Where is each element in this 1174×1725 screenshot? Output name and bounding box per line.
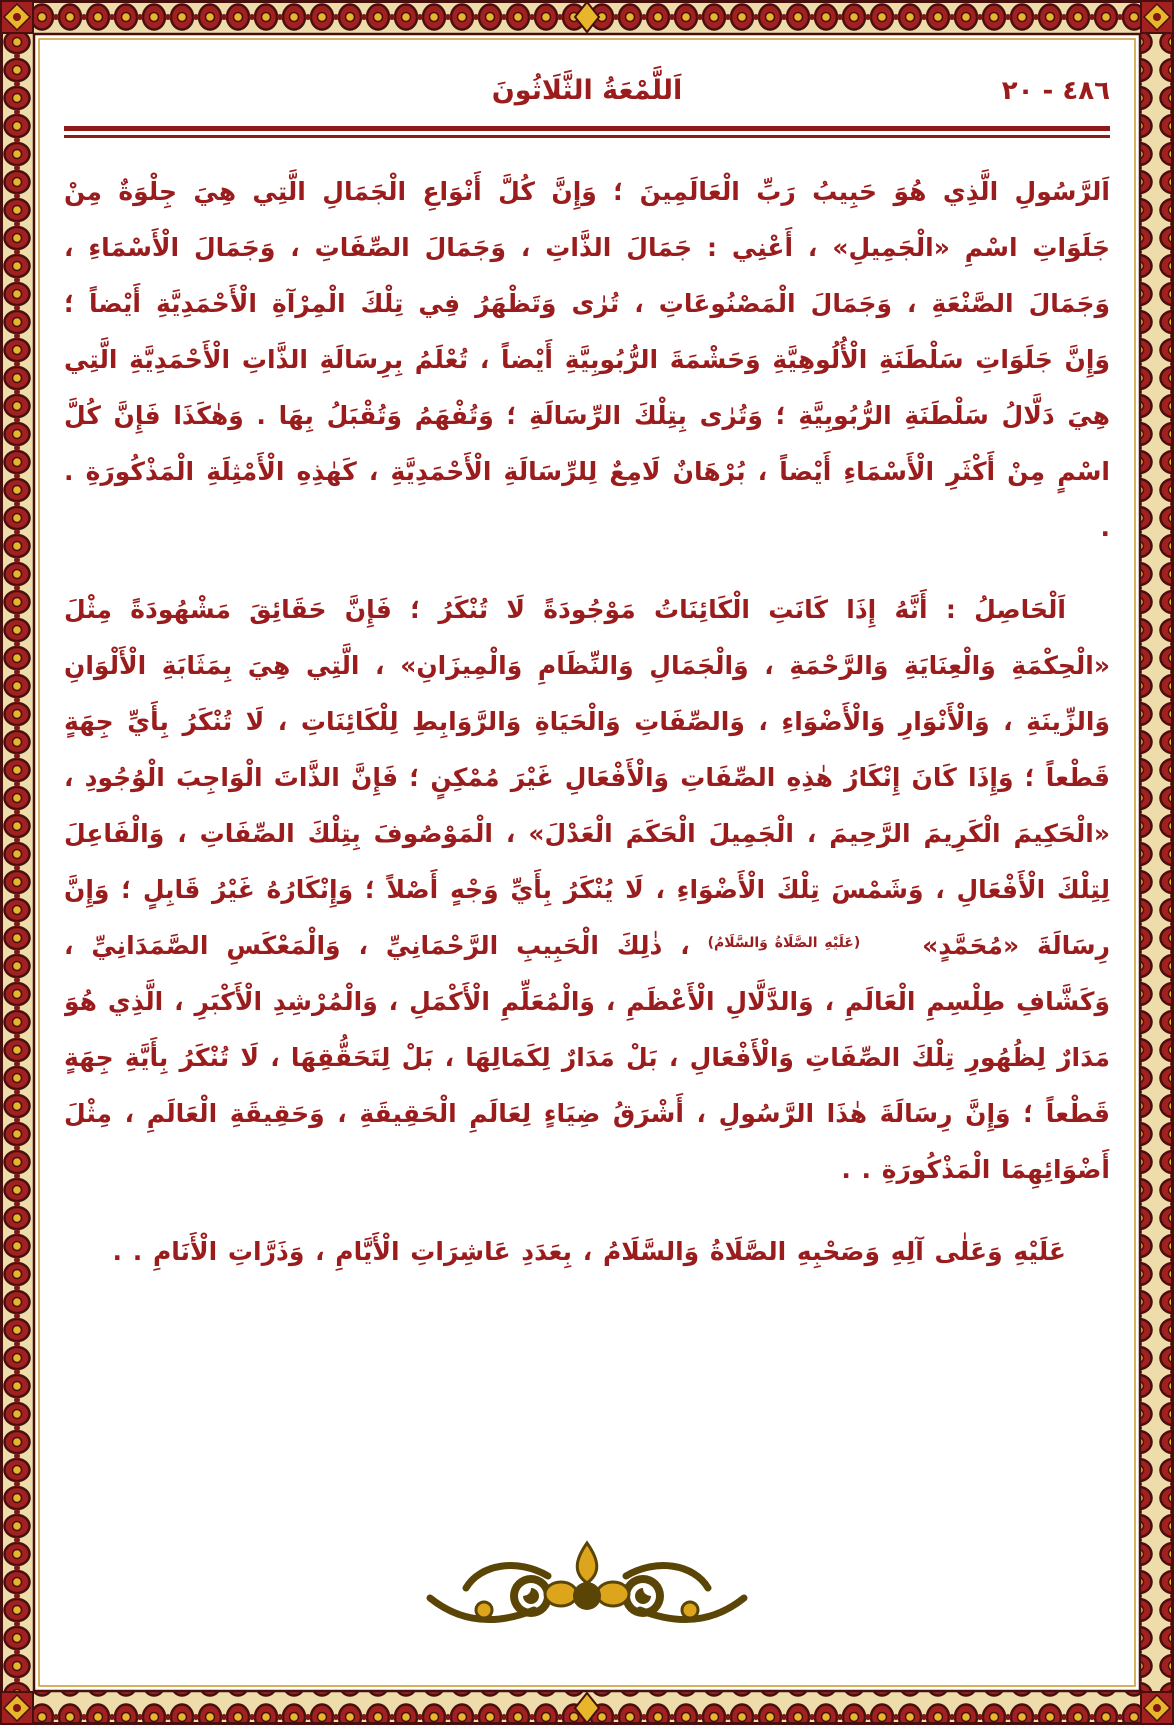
- arabesque-flourish-icon: [422, 1538, 752, 1633]
- body-text: [64, 164, 1110, 1306]
- paragraph-2: [64, 582, 1110, 1198]
- honorific-salawat-seal: (عَلَيْهِ الصَّلَاةُ وَالسَّلَامُ): [707, 935, 861, 952]
- paragraph-2-text-a: اَلْحَاصِلُ : أَنَّهُ إِذَا كَانَتِ الْكَائِنَاتُ مَوْجُودَةً لَا تُنْكَرُ ؛ فَإِنَّ حَقَائِقَ مَشْهُودَةً مِثْلَ «الْحِكْمَةِ وَالْعِنَايَةِ وَالرَّحْمَةِ ، وَالْجَمَالِ وَالنِّظَامِ وَالْمِيزَانِ» ، الَّتِي هِيَ بِمَثَابَةِ الْأَلْوَانِ وَالزِّينَةِ ، وَالْأَنْوَارِ وَالْأَضْوَاءِ ، وَالصِّفَاتِ وَالْحَيَاةِ وَالرَّوَابِطِ لِلْكَائِنَاتِ ، لَا تُنْكَرُ بِأَيِّ جِهَةٍ قَطْعاً ؛ وَإِذَا كَانَ إِنْكَارُ هٰذِهِ الصِّفَاتِ وَالْأَفْعَالِ غَيْرَ مُمْكِنٍ ؛ فَإِنَّ الذَّاتَ الْوَاجِبَ الْوُجُودِ ، «الْحَكِيمَ الْكَرِيمَ الرَّحِيمَ ، الْجَمِيلَ الْحَكَمَ الْعَدْلَ» ، الْمَوْصُوفَ بِتِلْكَ الصِّفَاتِ ، وَالْفَاعِلَ لِتِلْكَ الْأَفْعَالِ ، وَشَمْسَ تِلْكَ الْأَضْوَاءِ ، لَا يُنْكَرُ بِأَيِّ وَجْهٍ أَصْلاً ؛ وَإِنْكَارُهُ غَيْرُ قَابِلٍ ؛ وَإِنَّ رِسَالَةَ «مُحَمَّدٍ»: [64, 595, 1110, 960]
- paragraph-3-closing-salutation: عَلَيْهِ وَعَلٰى آلِهِ وَصَحْبِهِ الصَّلَاةُ وَالسَّلَامُ ، بِعَدَدِ عَاشِرَاتِ الْأَيَّامِ ، وَذَرَّاتِ الْأَنَامِ . .: [112, 1237, 1066, 1266]
- page-header: [64, 62, 1110, 124]
- paragraph-1: اَلرَّسُولِ الَّذِي هُوَ حَبِيبُ رَبِّ الْعَالَمِينَ ؛ وَإِنَّ كُلَّ أَنْوَاعِ الْجَمَالِ الَّتِي هِيَ جِلْوَةٌ مِنْ جَلَوَاتِ اسْمِ «الْجَمِيلِ» ، أَعْنِي : جَمَالَ الذَّاتِ ، وَجَمَالَ الصِّفَاتِ ، وَجَمَالَ الْأَسْمَاءِ ، وَجَمَالَ الصَّنْعَةِ ، وَجَمَالَ الْمَصْنُوعَاتِ ، تُرٰى وَتَظْهَرُ فِي تِلْكَ الْمِرْآةِ الْأَحْمَدِيَّةِ أَيْضاً ؛ وَإِنَّ جَلَوَاتِ سَلْطَنَةِ الْأُلُوهِيَّةِ وَحَشْمَةَ الرُّبُوبِيَّةِ أَيْضاً ، تُعْلَمُ بِرِسَالَةِ الذَّاتِ الْأَحْمَدِيَّةِ الَّتِي هِيَ دَلَّالُ سَلْطَنَةِ الرُّبُوبِيَّةِ ؛ وَتُرٰى بِتِلْكَ الرِّسَالَةِ ؛ وَتُفْهَمُ وَتُقْبَلُ بِهَا . وَهٰكَذَا فَإِنَّ كُلَّ اسْمٍ مِنْ أَكْثَرِ الْأَسْمَاءِ أَيْضاً ، بُرْهَانٌ لَامِعٌ لِلرِّسَالَةِ الْأَحْمَدِيَّةِ ، كَهٰذِهِ الْأَمْثِلَةِ الْمَذْكُورَةِ . .: [64, 177, 1110, 542]
- page-number: ٤٨٦ - ٢٠: [1001, 76, 1110, 106]
- page-content: [34, 34, 1140, 1691]
- chapter-title: اَللَّمْعَةُ الثَّلَاثُونَ: [491, 75, 683, 106]
- footer-ornament: [34, 1538, 1140, 1633]
- paragraph-2-text-b: ، ذٰلِكَ الْحَبِيبِ الرَّحْمَانِيِّ ، وَالْمَعْكَسِ الصَّمَدَانِيِّ ، وَكَشَّافِ طِلْسِمِ الْعَالَمِ ، وَالدَّلَّالِ الْأَعْظَمِ ، وَالْمُعَلِّمِ الْأَكْمَلِ ، وَالْمُرْشِدِ الْأَكْبَرِ ، الَّذِي هُوَ مَدَارٌ لِظُهُورِ تِلْكَ الصِّفَاتِ وَالْأَفْعَالِ ، بَلْ مَدَارٌ لِكَمَالِهَا ، بَلْ لِتَحَقُّقِهَا ، لَا تُنْكَرُ بِأَيَّةِ جِهَةٍ قَطْعاً ؛ وَإِنَّ رِسَالَةَ هٰذَا الرَّسُولِ ، أَشْرَقُ ضِيَاءٍ لِعَالَمِ الْحَقِيقَةِ ، وَحَقِيقَةِ الْعَالَمِ ، مِثْلَ أَضْوَائِهِمَا الْمَذْكُورَةِ . .: [64, 931, 1110, 1184]
- header-divider-double-rule: [64, 126, 1110, 138]
